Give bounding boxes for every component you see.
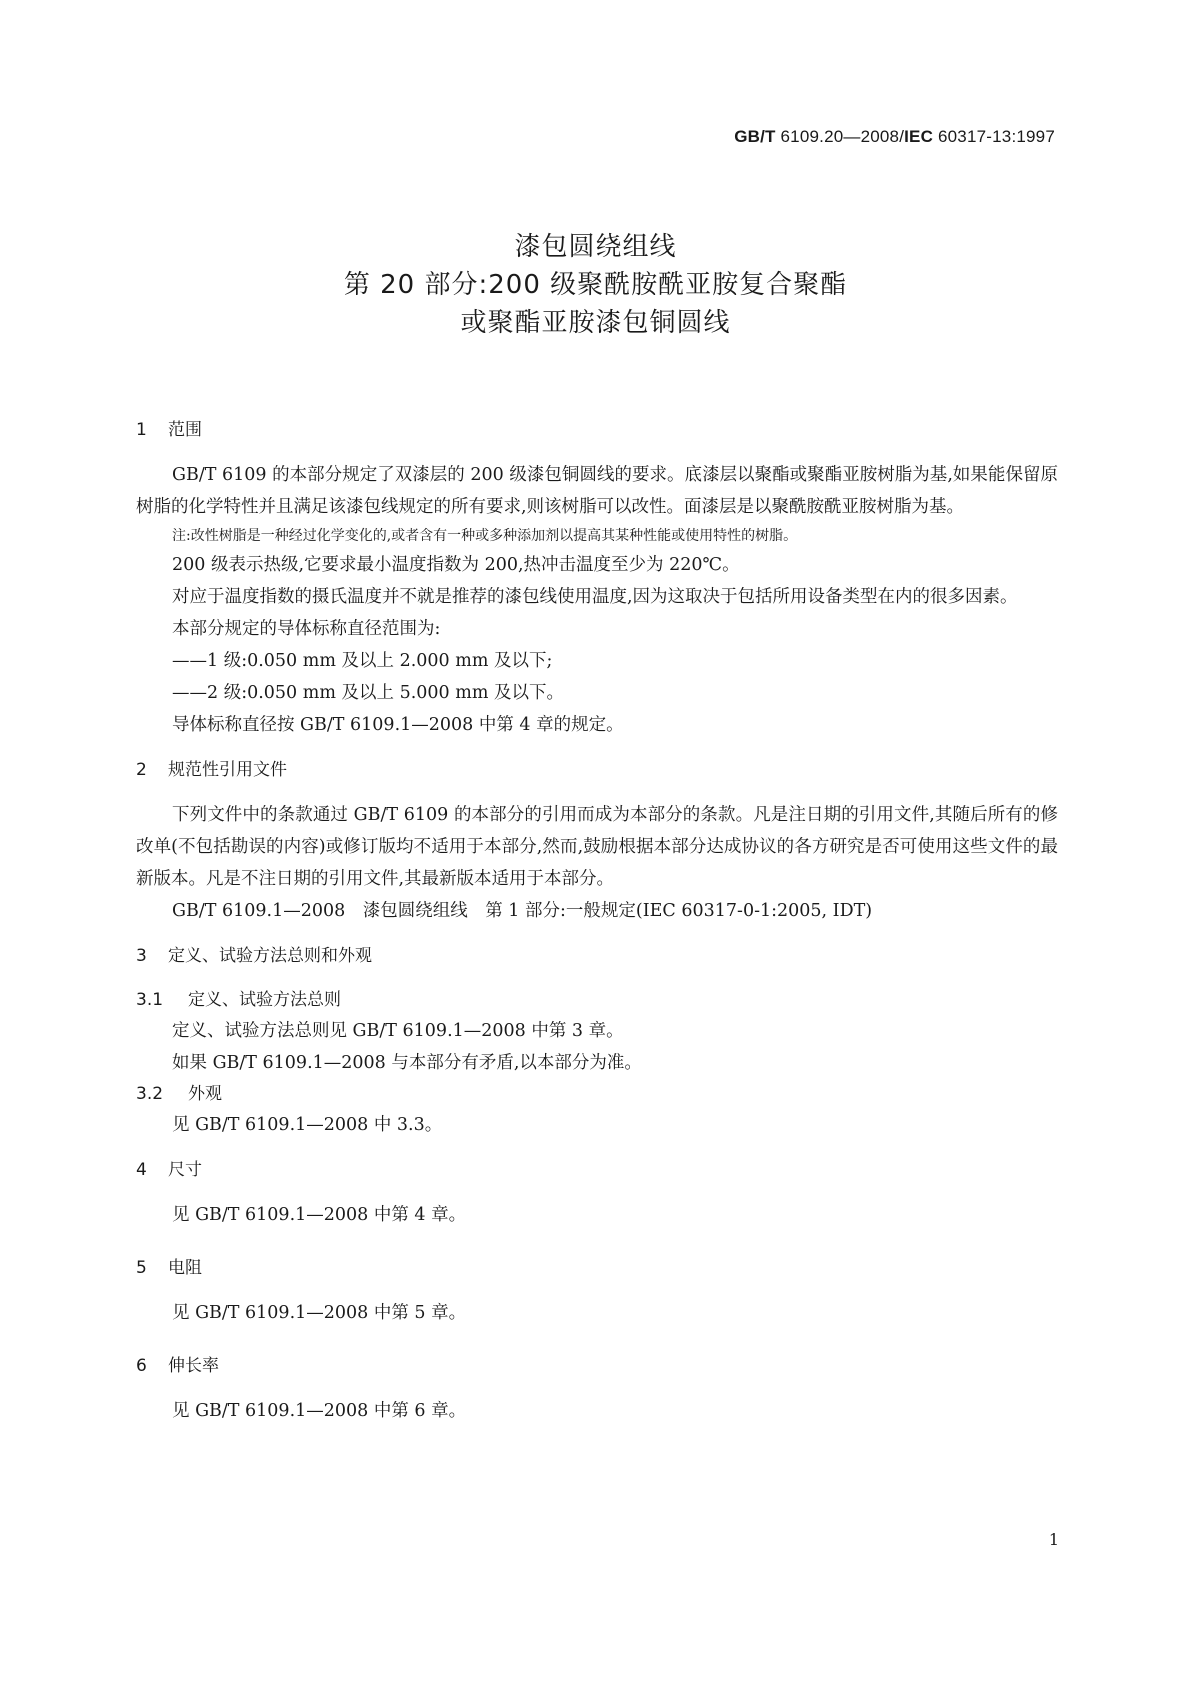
standard-code	[734, 127, 1055, 147]
reference-entry: GB/T 6109.1—2008 漆包圆绕组线 第 1 部分:一般规定(IEC 60317-0-1:2005, IDT)	[172, 901, 873, 921]
subsection-3-1-paragraph-2: 如果 GB/T 6109.1—2008 与本部分有矛盾,以本部分为准。	[172, 1053, 642, 1073]
scope-list-item-1: ——1 级:0.050 mm 及以上 2.000 mm 及以下;	[172, 651, 553, 671]
subsection-3-2-paragraph: 见 GB/T 6109.1—2008 中 3.3。	[172, 1115, 443, 1135]
section-heading-elongation: 6 伸长率	[136, 1356, 219, 1376]
title-line-2: 第 20 部分:200 级聚酰胺酰亚胺复合聚酯	[343, 270, 848, 300]
scope-paragraph-2: 200 级表示热级,它要求最小温度指数为 200,热冲击温度至少为 220℃。	[172, 555, 740, 575]
title-line-1: 漆包圆绕组线	[514, 232, 677, 262]
scope-paragraph-5: 导体标称直径按 GB/T 6109.1—2008 中第 4 章的规定。	[172, 715, 624, 735]
dimensions-paragraph: 见 GB/T 6109.1—2008 中第 4 章。	[172, 1205, 467, 1225]
section-heading-normative-references: 2 规范性引用文件	[136, 760, 287, 780]
document-title	[0, 228, 1191, 342]
standard-code-iec: IEC	[904, 127, 934, 146]
section-heading-resistance: 5 电阻	[136, 1258, 202, 1278]
subsection-3-1-paragraph-1: 定义、试验方法总则见 GB/T 6109.1—2008 中第 3 章。	[172, 1021, 624, 1041]
document-body	[136, 415, 1058, 1427]
page-number: 1	[1048, 1530, 1059, 1549]
elongation-paragraph: 见 GB/T 6109.1—2008 中第 6 章。	[172, 1401, 467, 1421]
title-line-3: 或聚酯亚胺漆包铜圆线	[460, 308, 731, 338]
standard-code-iec-number: 60317-13:1997	[933, 127, 1055, 146]
scope-paragraph-1: GB/T 6109 的本部分规定了双漆层的 200 级漆包铜圆线的要求。底漆层以聚酯或聚酯亚胺树脂为基,如果能保留原树脂的化学特性并且满足该漆包线规定的所有要求,则该树脂可以改性。面漆层是以聚酰胺酰亚胺树脂为基。	[136, 465, 1058, 517]
section-heading-scope: 1 范围	[136, 420, 202, 440]
scope-note: 注:改性树脂是一种经过化学变化的,或者含有一种或多种添加剂以提高其某种性能或使用特性的树脂。	[172, 528, 798, 544]
section-heading-definitions: 3 定义、试验方法总则和外观	[136, 946, 372, 966]
resistance-paragraph: 见 GB/T 6109.1—2008 中第 5 章。	[172, 1303, 467, 1323]
scope-list-item-2: ——2 级:0.050 mm 及以上 5.000 mm 及以下。	[172, 683, 564, 703]
subsection-heading-3-1: 3.1 定义、试验方法总则	[136, 990, 341, 1010]
subsection-heading-3-2: 3.2 外观	[136, 1084, 222, 1104]
standard-code-number: 6109.20—2008/	[775, 127, 905, 146]
references-paragraph: 下列文件中的条款通过 GB/T 6109 的本部分的引用而成为本部分的条款。凡是注日期的引用文件,其随后所有的修改单(不包括勘误的内容)或修订版均不适用于本部分,然而,鼓励根据本部分达成协议的各方研究是否可使用这些文件的最新版本。凡是不注日期的引用文件,其最新版本适用于本部分。	[136, 805, 1058, 889]
standard-code-prefix: GB/T	[734, 127, 776, 146]
section-heading-dimensions: 4 尺寸	[136, 1160, 202, 1180]
scope-paragraph-4: 本部分规定的导体标称直径范围为:	[172, 619, 441, 639]
scope-paragraph-3: 对应于温度指数的摄氏温度并不就是推荐的漆包线使用温度,因为这取决于包括所用设备类型在内的很多因素。	[172, 587, 1018, 607]
